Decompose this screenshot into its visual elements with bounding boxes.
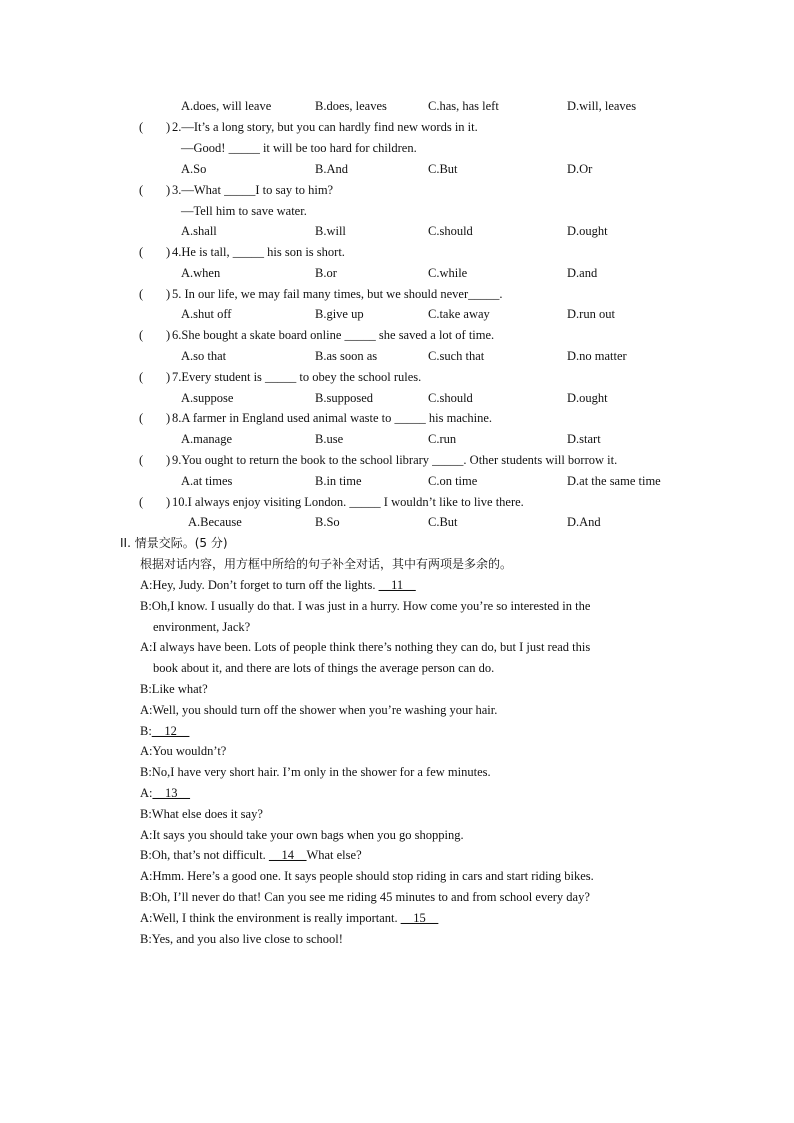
option-d: D.will, leaves xyxy=(567,99,637,113)
answer-paren-open: ( xyxy=(139,495,144,509)
option-b: B.So xyxy=(315,515,340,529)
answer-paren-open: ( xyxy=(139,328,144,342)
section-title: II. 情景交际。(5 分) xyxy=(120,536,228,550)
option-a: A.suppose xyxy=(181,391,234,405)
option-b: B.does, leaves xyxy=(315,99,387,113)
dialogue-line: B:Like what? xyxy=(140,681,208,696)
answer-paren-close: ) xyxy=(166,183,171,197)
question-text: 3.—What _____I to say to him? xyxy=(172,183,334,197)
option-c: C.on time xyxy=(428,474,478,488)
answer-paren-open: ( xyxy=(139,120,144,134)
question-text: 10.I always enjoy visiting London. _____ I wouldn’t like to live there. xyxy=(172,495,524,509)
dialogue-line: A:It says you should take your own bags when you go shopping. xyxy=(140,827,464,842)
option-c: C.run xyxy=(428,432,457,446)
question-text: 5. In our life, we may fail many times, but we should never_____. xyxy=(172,287,503,301)
option-b: B.use xyxy=(315,432,344,446)
option-b: B.supposed xyxy=(315,391,373,405)
answer-paren-close: ) xyxy=(166,120,171,134)
question-text-line2: —Tell him to save water. xyxy=(181,204,307,218)
question-text-line2: —Good! _____ it will be too hard for children. xyxy=(181,141,417,155)
question-text: 8.A farmer in England used animal waste to _____ his machine. xyxy=(172,411,493,425)
option-c: C.But xyxy=(428,515,458,529)
question-text: 7.Every student is _____ to obey the school rules. xyxy=(172,370,422,384)
dialogue-line: B:Yes, and you also live close to school! xyxy=(140,931,343,946)
question-text: 6.She bought a skate board online _____ she saved a lot of time. xyxy=(172,328,495,342)
option-b: B.or xyxy=(315,266,337,280)
answer-paren-open: ( xyxy=(139,411,144,425)
dialogue-line: B:No,I have very short hair. I’m only in the shower for a few minutes. xyxy=(140,765,491,780)
option-d: D.Or xyxy=(567,162,593,176)
option-d: D.start xyxy=(567,432,601,446)
question-text: 4.He is tall, _____ his son is short. xyxy=(172,245,345,259)
option-d: D.no matter xyxy=(567,349,627,363)
option-d: D.run out xyxy=(567,307,615,321)
answer-blank: __12__ xyxy=(151,723,190,738)
answer-paren-close: ) xyxy=(166,411,171,425)
answer-paren-open: ( xyxy=(139,245,144,259)
option-d: D.at the same time xyxy=(567,474,661,488)
answer-paren-close: ) xyxy=(166,495,171,509)
dialogue-line: A:Hey, Judy. Don’t forget to turn off the lights. __11__ xyxy=(140,578,416,592)
dialogue-line-continuation: environment, Jack? xyxy=(153,619,251,634)
dialogue xyxy=(140,575,675,949)
option-a: A.when xyxy=(181,266,221,280)
option-d: D.ought xyxy=(567,224,608,238)
option-c: C.take away xyxy=(428,307,490,321)
option-c: C.should xyxy=(428,391,473,405)
dialogue-line: B:__12__ xyxy=(140,723,190,738)
answer-paren-close: ) xyxy=(166,328,171,342)
option-a: A.so that xyxy=(181,349,227,363)
dialogue-line: A:I always have been. Lots of people think there’s nothing they can do, but I just read this xyxy=(140,640,591,655)
answer-paren-open: ( xyxy=(139,453,144,467)
option-c: C.has, has left xyxy=(428,99,499,113)
dialogue-line: A:__13__ xyxy=(140,785,190,800)
dialogue-line: A:You wouldn’t? xyxy=(140,744,227,759)
option-a: A.So xyxy=(181,162,207,176)
dialogue-line: B:Oh,I know. I usually do that. I was just in a hurry. How come you’re so interested in the xyxy=(140,598,591,613)
answer-paren-close: ) xyxy=(166,453,171,467)
option-d: D.ought xyxy=(567,391,608,405)
dialogue-line: B:What else does it say? xyxy=(140,806,263,821)
option-c: C.But xyxy=(428,162,458,176)
option-b: B.in time xyxy=(315,474,362,488)
option-a: A.shut off xyxy=(181,307,232,321)
option-b: B.And xyxy=(315,162,348,176)
option-a: A.at times xyxy=(181,474,233,488)
option-c: C.such that xyxy=(428,349,485,363)
answer-paren-open: ( xyxy=(139,370,144,384)
option-b: B.give up xyxy=(315,307,364,321)
dialogue-line: B:Oh, that’s not difficult. __14__What else? xyxy=(140,848,362,863)
dialogue-line: A:Hmm. Here’s a good one. It says people should stop riding in cars and start riding bikes. xyxy=(140,869,594,884)
option-a: A.manage xyxy=(181,432,233,446)
option-b: B.will xyxy=(315,224,346,238)
answer-paren-open: ( xyxy=(139,287,144,301)
option-a: A.does, will leave xyxy=(181,99,272,113)
option-d: D.And xyxy=(567,515,601,529)
option-a: A.Because xyxy=(188,515,242,529)
section-instruction: 根据对话内容，用方框中所给的句子补全对话，其中有两项是多余的。 xyxy=(140,557,513,571)
answer-blank: __13__ xyxy=(152,785,190,800)
answer-paren-close: ) xyxy=(166,287,171,301)
question-text: 2.—It’s a long story, but you can hardly find new words in it. xyxy=(172,120,478,134)
dialogue-line: A:Well, I think the environment is really important. __15__ xyxy=(140,910,439,925)
option-d: D.and xyxy=(567,266,598,280)
answer-blank: __14__ xyxy=(268,848,307,863)
option-a: A.shall xyxy=(181,224,217,238)
dialogue-line: A:Well, you should turn off the shower when you’re washing your hair. xyxy=(140,702,498,717)
answer-blank: __15__ xyxy=(400,910,439,925)
answer-paren-open: ( xyxy=(139,183,144,197)
dialogue-line-continuation: book about it, and there are lots of things the average person can do. xyxy=(153,661,495,676)
answer-blank: __11__ xyxy=(378,578,416,592)
answer-paren-close: ) xyxy=(166,245,171,259)
question-text: 9.You ought to return the book to the school library _____. Other students will borrow it. xyxy=(172,453,618,467)
dialogue-line: B:Oh, I’ll never do that! Can you see me riding 45 minutes to and from school every day? xyxy=(140,889,590,904)
option-c: C.should xyxy=(428,224,473,238)
option-b: B.as soon as xyxy=(315,349,378,363)
option-c: C.while xyxy=(428,266,468,280)
answer-paren-close: ) xyxy=(166,370,171,384)
